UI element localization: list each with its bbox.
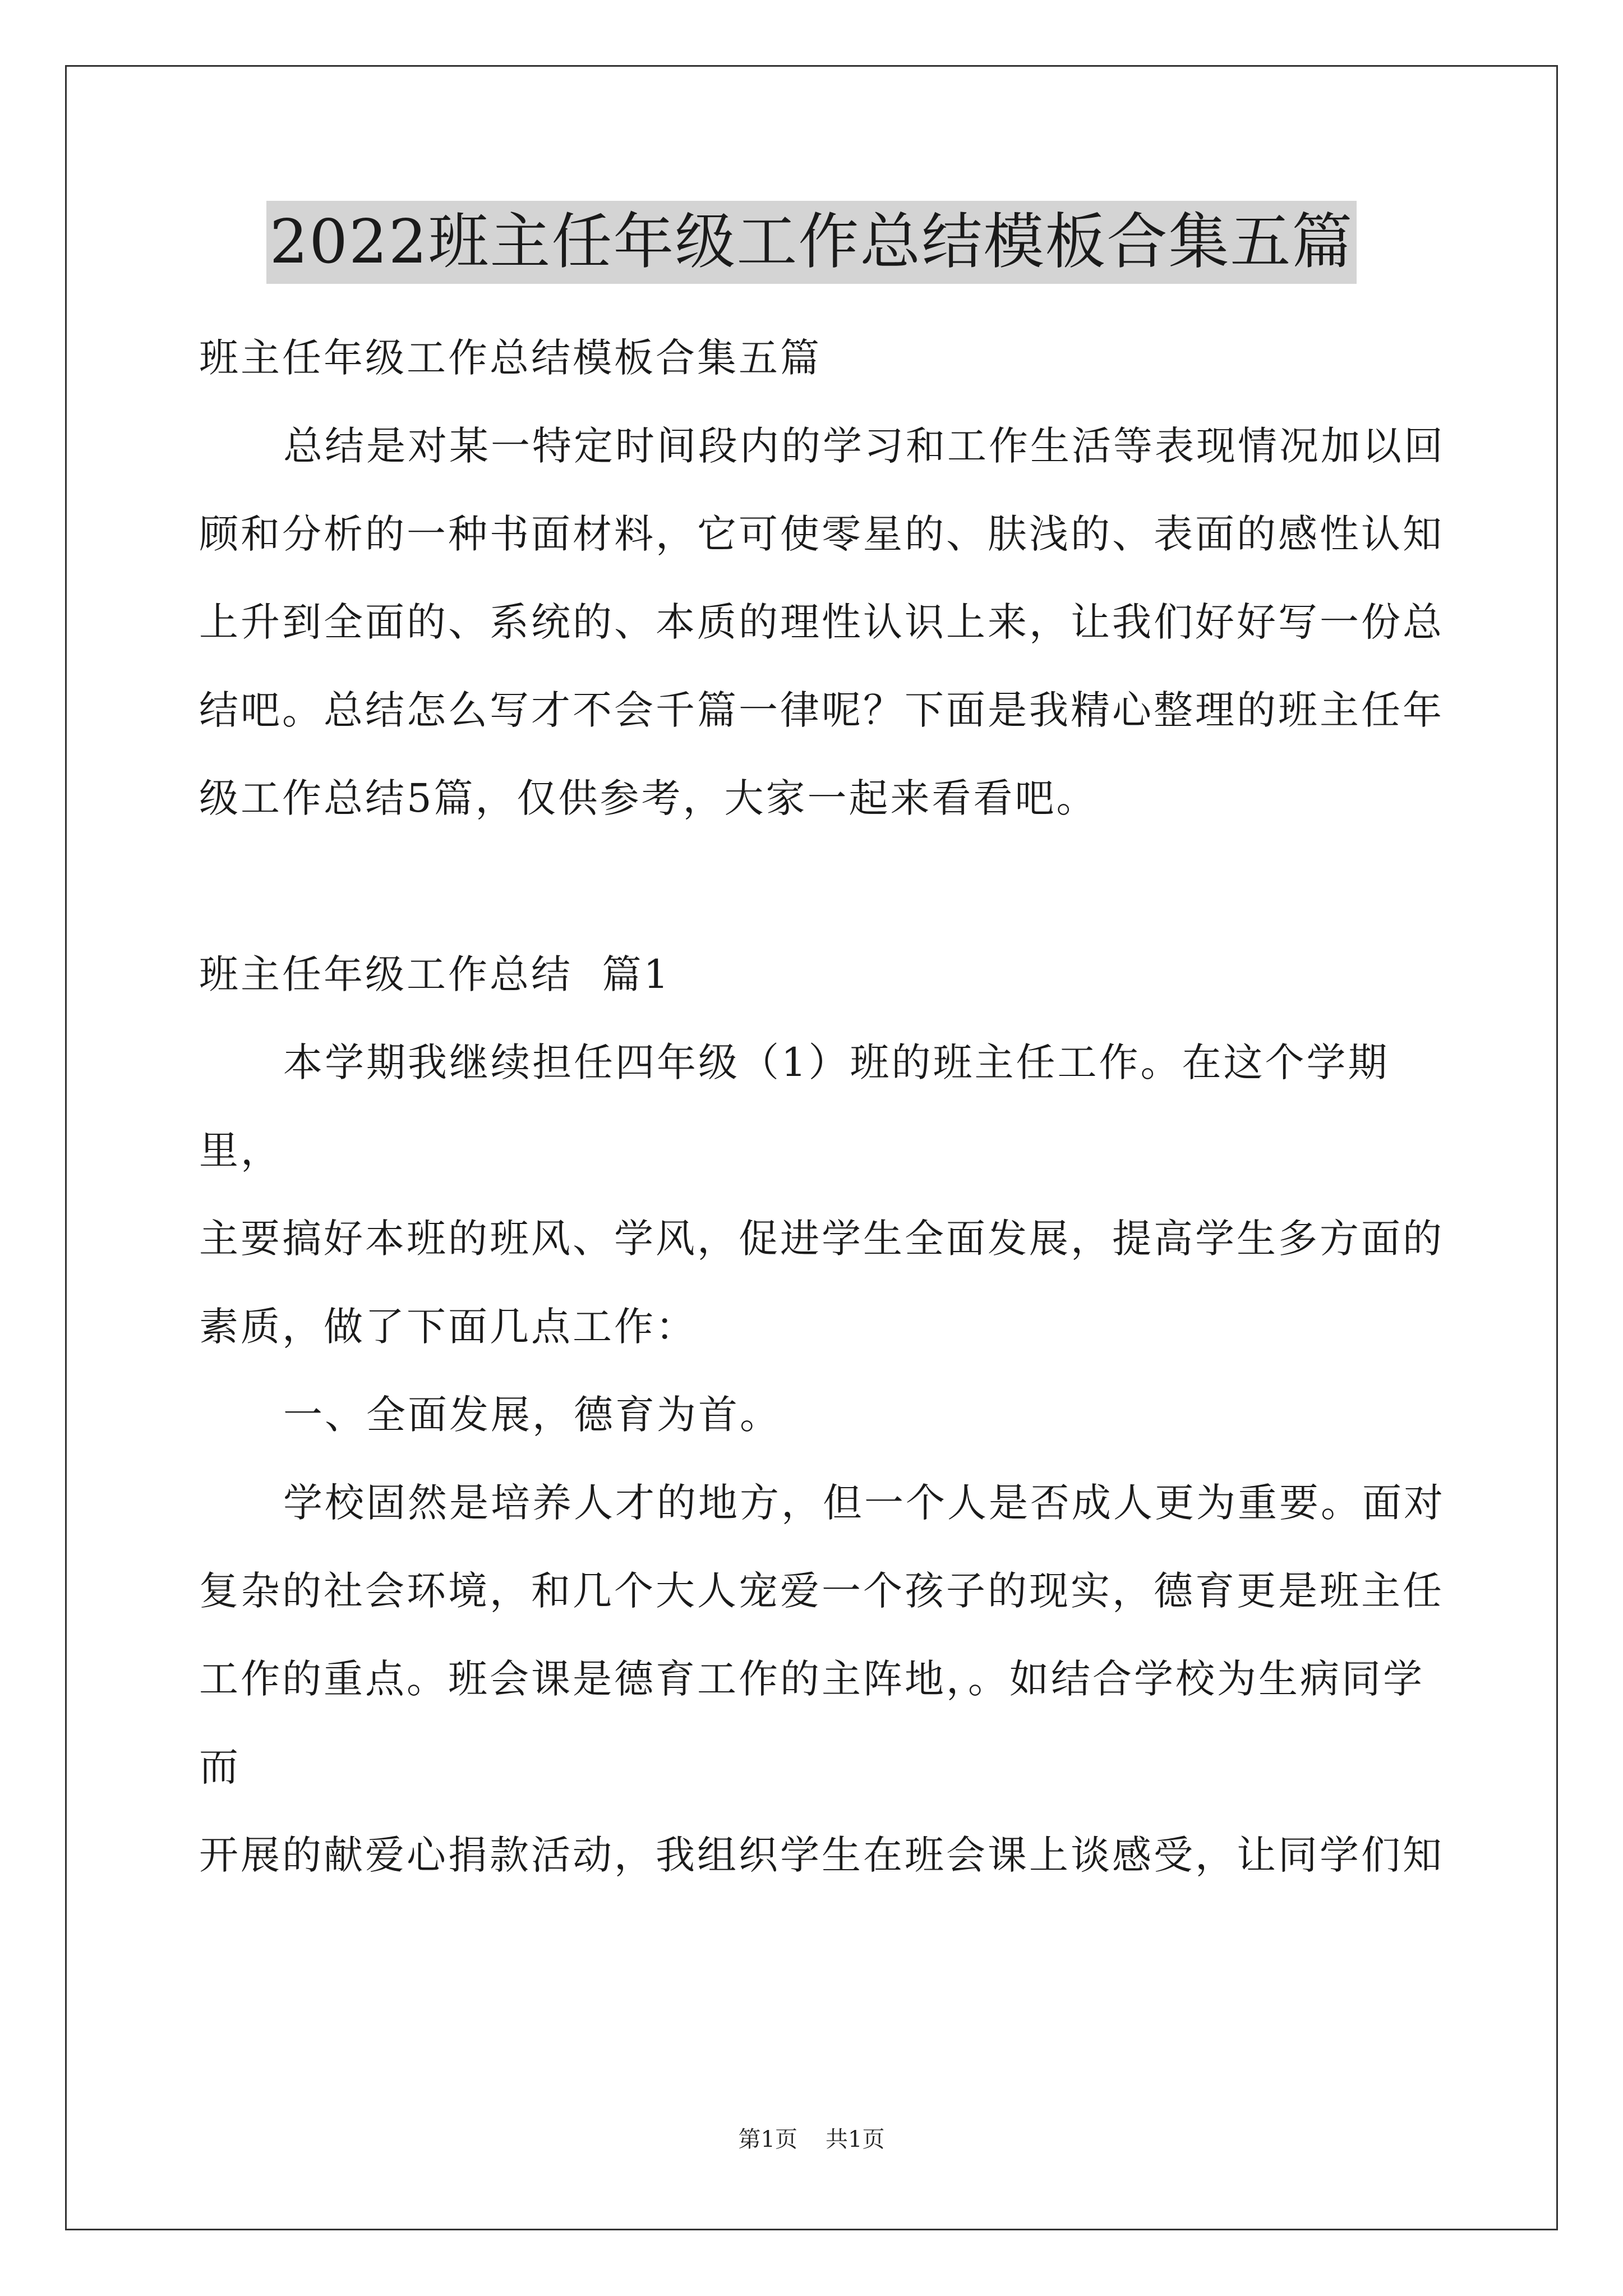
intro-line: 结吧。总结怎么写才不会千篇一律呢？下面是我精心整理的班主任年 <box>199 687 1444 733</box>
point-heading: 一、全面发展，德育为首。 <box>283 1392 781 1438</box>
section-heading: 班主任年级工作总结 篇1 <box>199 951 671 997</box>
page-number-current: 第1页 <box>738 2127 797 2152</box>
document-title-text: 2022班主任年级工作总结模板合集五篇 <box>266 201 1357 284</box>
paragraph-line: 主要搞好本班的班风、学风，促进学生全面发展，提高学生多方面的 <box>199 1216 1444 1262</box>
paragraph-line: 工作的重点。班会课是德育工作的主阵地，。如结合学校为生病同学而 <box>199 1656 1424 1790</box>
page-number-total: 共1页 <box>826 2127 885 2152</box>
paragraph-line: 学校固然是培养人才的地方，但一个人是否成人更为重要。面对 <box>283 1480 1445 1526</box>
intro-line: 上升到全面的、系统的、本质的理性认识上来，让我们好好写一份总 <box>199 599 1444 645</box>
document-body <box>199 314 1455 1899</box>
subtitle: 班主任年级工作总结模板合集五篇 <box>199 335 822 381</box>
page-footer <box>0 2126 1623 2153</box>
paragraph-line: 复杂的社会环境，和几个大人宠爱一个孩子的现实，德育更是班主任 <box>199 1568 1444 1614</box>
paragraph-line: 本学期我继续担任四年级（1）班的班主任工作。在这个学期里， <box>199 1039 1390 1174</box>
document-title <box>0 201 1623 284</box>
paragraph-line: 素质，做了下面几点工作： <box>199 1304 697 1350</box>
intro-line: 顾和分析的一种书面材料，它可使零星的、肤浅的、表面的感性认知 <box>199 511 1444 557</box>
intro-line: 级工作总结5篇，仅供参考，大家一起来看看吧。 <box>199 775 1098 821</box>
intro-line: 总结是对某一特定时间段内的学习和工作生活等表现情况加以回 <box>283 423 1445 469</box>
paragraph-line: 开展的献爱心捐款活动，我组织学生在班会课上谈感受，让同学们知 <box>199 1832 1444 1878</box>
spacer <box>199 843 1455 931</box>
